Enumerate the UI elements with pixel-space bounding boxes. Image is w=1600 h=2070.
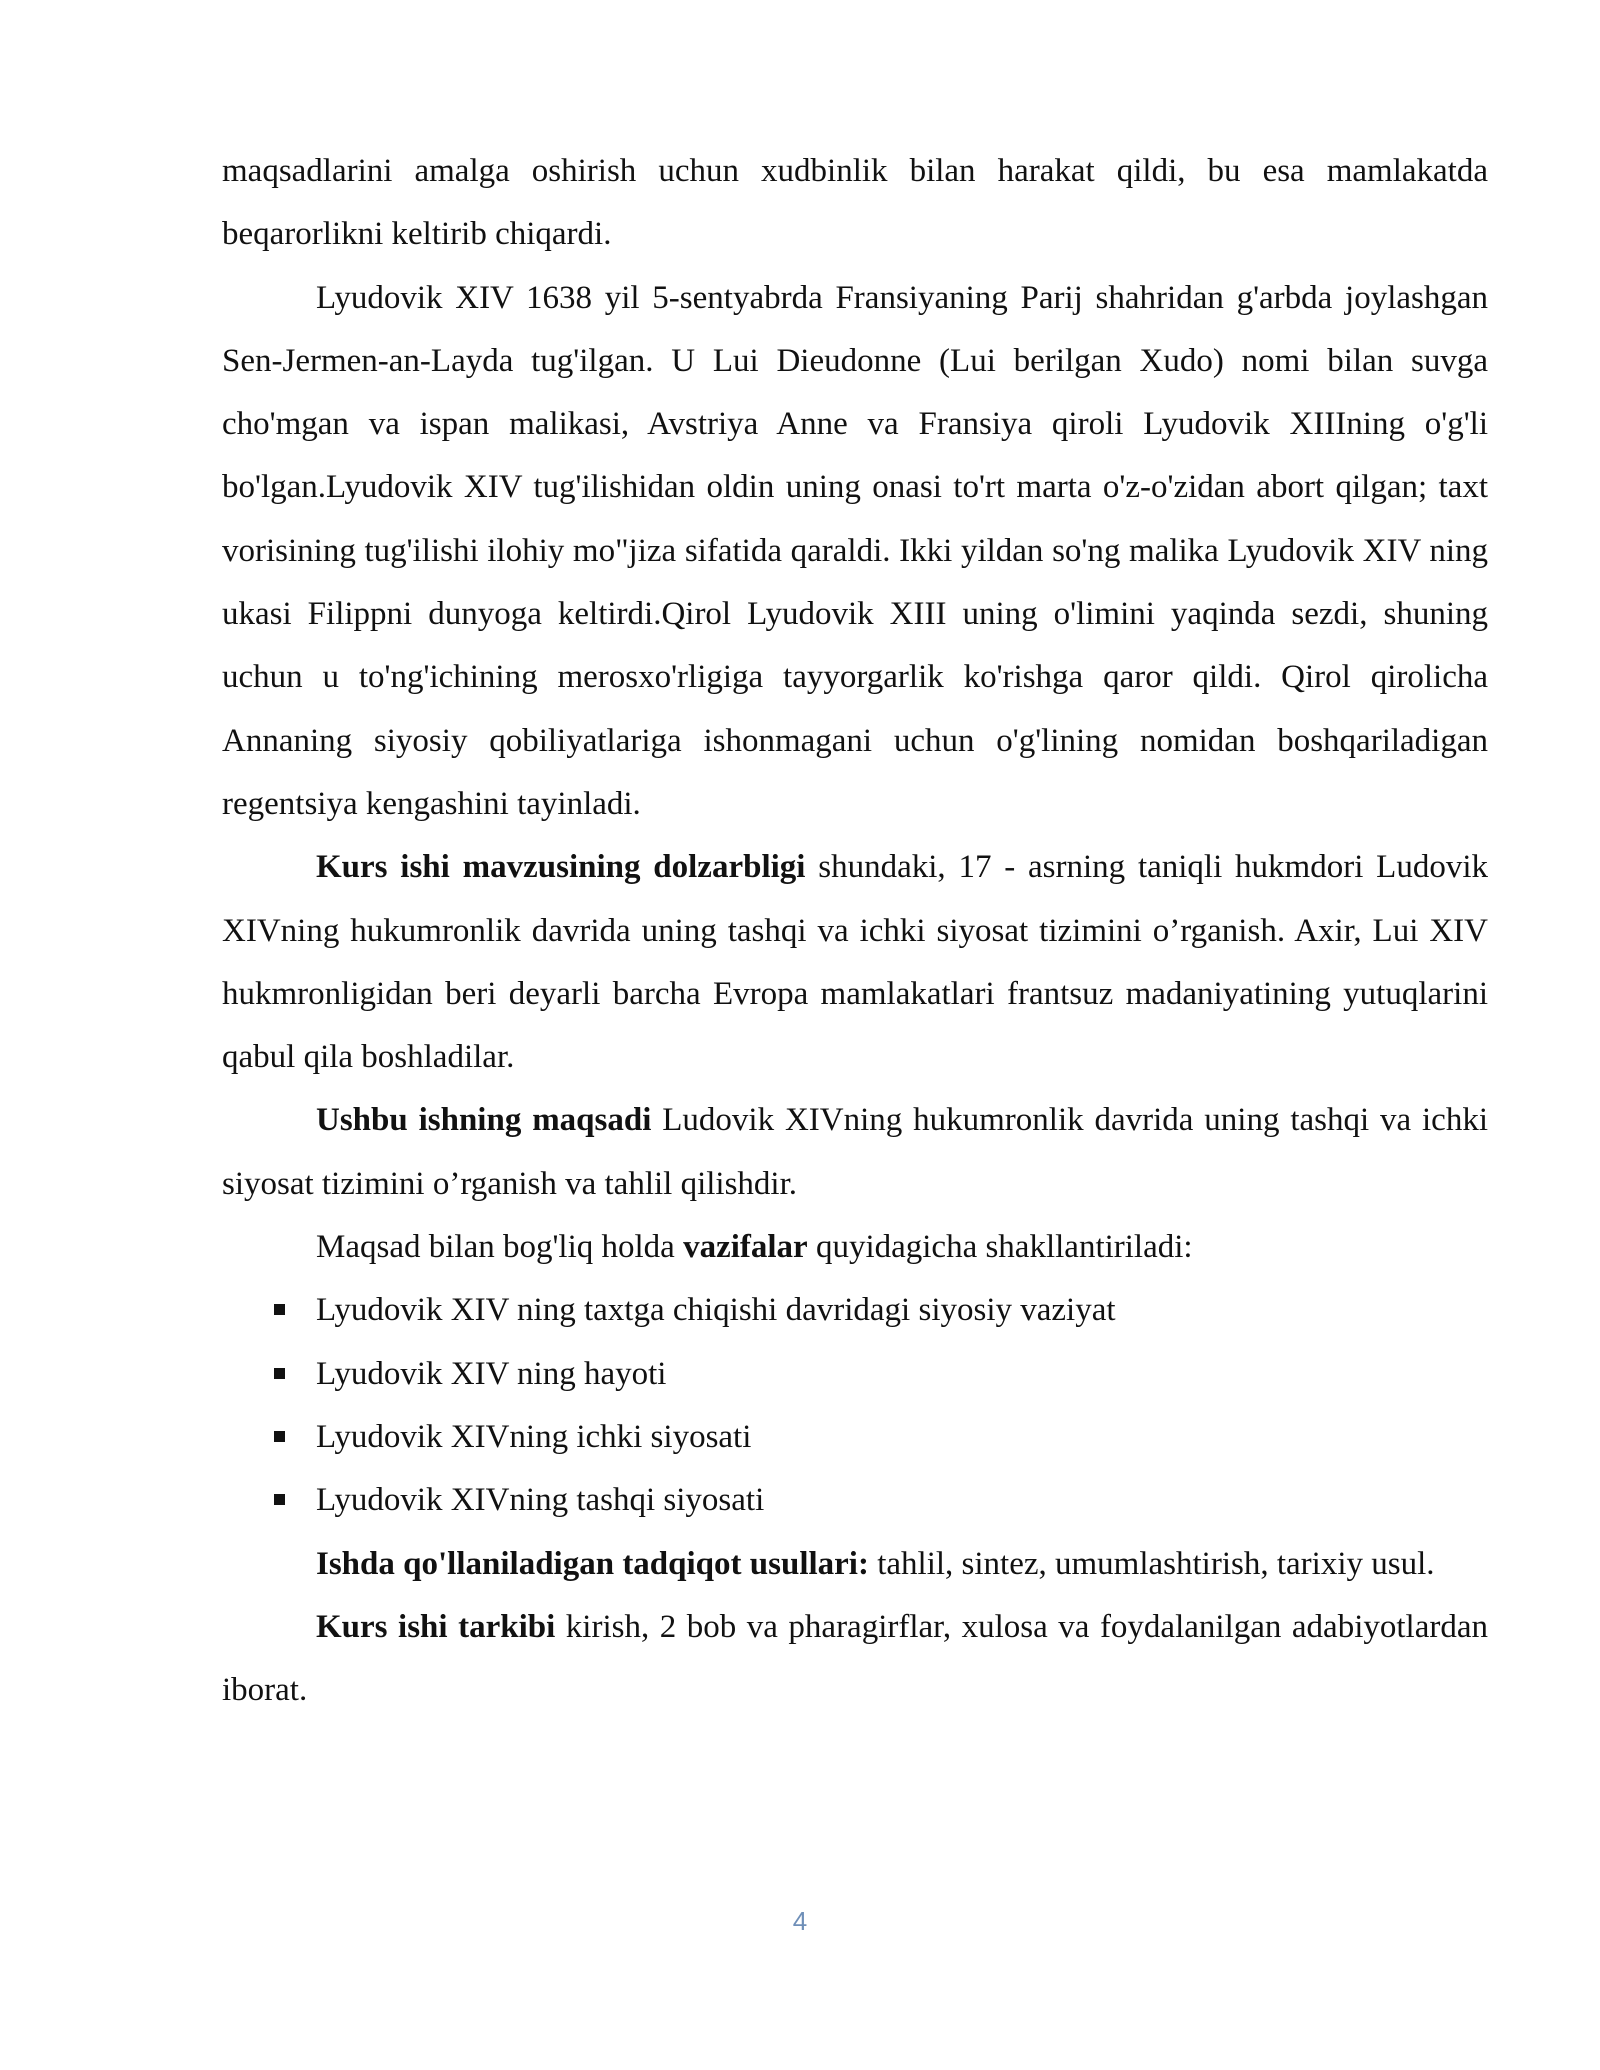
page-body bbox=[222, 140, 1488, 1722]
goal-heading: Ushbu ishning maqsadi bbox=[316, 1102, 652, 1139]
tasks-intro-end: quyidagicha shakllantiriladi: bbox=[807, 1229, 1193, 1266]
tasks-list bbox=[222, 1279, 1488, 1532]
paragraph-continuation: maqsadlarini amalga oshirish uchun xudbinlik bilan harakat qildi, bu esa mamlakatda beqarorlikni keltirib chiqardi. bbox=[222, 153, 1488, 253]
goal-text: Ludovik XIVning hukumronlik davrida uning tashqi va ichki siyosat tizimini o’rganish va tahlil qilishdir. bbox=[222, 1102, 1488, 1202]
task-text: Lyudovik XIVning ichki siyosati bbox=[316, 1418, 752, 1455]
tasks-intro-start: Maqsad bilan bog'liq holda bbox=[316, 1229, 684, 1266]
paragraph-biography: Lyudovik XIV 1638 yil 5-sentyabrda Fransiyaning Parij shahridan g'arbda joylashgan Sen-Jermen-an-Layda tug'ilgan. U Lui Dieudonne (Lui berilgan Xudo) nomi bilan suvga cho'mgan va ispan malikasi, Avstriya Anne va Fransiya qiroli Lyudovik XIIIning o'g'li bo'lgan.Lyudovik XIV tug'ilishidan oldin uning onasi to'rt marta o'z-o'zidan abort qilgan; taxt vorisining tug'ilishi ilohiy mo"jiza sifatida qaraldi. Ikki yildan so'ng malika Lyudovik XIV ning ukasi Filippni dunyoga keltirdi.Qirol Lyudovik XIII uning o'limini yaqinda sezdi, shuning uchun u to'ng'ichining merosxo'rligiga tayyorgarlik ko'rishga qaror qildi. Qirol qirolicha Annaning siyosiy qobiliyatlariga ishonmagani uchun o'g'lining nomidan boshqariladigan regentsiya kengashini tayinladi. bbox=[222, 279, 1488, 822]
square-bullet-icon bbox=[274, 1304, 285, 1315]
square-bullet-icon bbox=[274, 1431, 285, 1442]
list-item bbox=[222, 1406, 1488, 1469]
paragraph-methods bbox=[222, 1533, 1488, 1596]
paragraph-structure bbox=[222, 1596, 1488, 1723]
paragraph-relevance bbox=[222, 836, 1488, 1089]
structure-text: kirish, 2 bob va pharagirflar, xulosa va foydalanilgan adabiyotlardan iborat. bbox=[222, 1608, 1488, 1709]
paragraph-goal bbox=[222, 1089, 1488, 1216]
list-item bbox=[222, 1279, 1488, 1342]
methods-heading: Ishda qo'llaniladigan tadqiqot usullari: bbox=[316, 1545, 869, 1582]
paragraph-tasks-intro bbox=[222, 1216, 1488, 1279]
relevance-text: shundaki, 17 - asrning taniqli hukmdori Ludovik XIVning hukumronlik davrida uning tashqi va ichki siyosat tizimini o’rganish. Axir, Lui XIV hukmronligidan beri deyarli barcha Evropa mamlakatlari frantsuz madaniyatining yutuqlarini qabul qila boshladilar. bbox=[222, 849, 1488, 1076]
page-number: 4 bbox=[792, 1906, 808, 1936]
list-item bbox=[222, 1469, 1488, 1532]
task-text: Lyudovik XIV ning taxtga chiqishi davridagi siyosiy vaziyat bbox=[316, 1292, 1116, 1329]
methods-text: tahlil, sintez, umumlashtirish, tarixiy usul. bbox=[868, 1545, 1435, 1582]
task-text: Lyudovik XIV ning hayoti bbox=[316, 1355, 667, 1392]
list-item bbox=[222, 1343, 1488, 1406]
square-bullet-icon bbox=[274, 1494, 285, 1505]
tasks-heading: vazifalar bbox=[683, 1229, 808, 1266]
task-text: Lyudovik XIVning tashqi siyosati bbox=[316, 1482, 765, 1519]
relevance-heading: Kurs ishi mavzusining dolzarbligi bbox=[316, 849, 806, 886]
structure-heading: Kurs ishi tarkibi bbox=[316, 1608, 556, 1645]
square-bullet-icon bbox=[274, 1368, 285, 1379]
